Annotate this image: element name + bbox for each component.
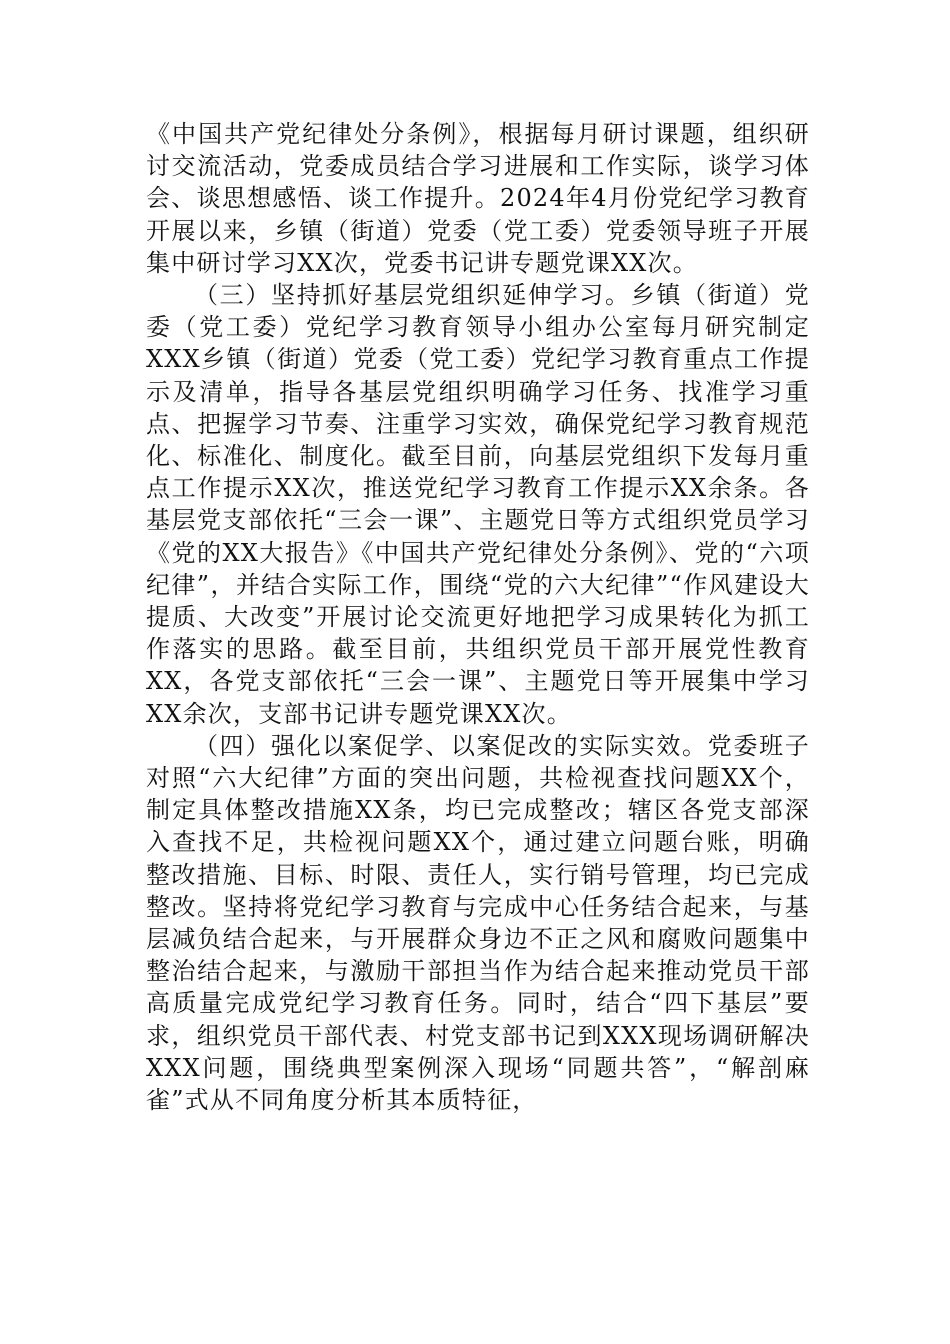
paragraph-section-three: （三）坚持抓好基层党组织延伸学习。乡镇（街道）党委（党工委）党纪学习教育领导小组办公室每月研究制定XXX乡镇（街道）党委（党工委）党纪学习教育重点工作提示及清单，指导各基层党组织明确学习任务、找准学习重点、把握学习节奏、注重学习实效，确保党纪学习教育规范化、标准化、制度化。截至目前，向基层党组织下发每月重点工作提示XX次，推送党纪学习教育工作提示XX余条。各基层党支部依托“三会一课”、主题党日等方式组织党员学习《党的XX大报告》《中国共产党纪律处分条例》、党的“六项纪律”，并结合实际工作，围绕“党的六大纪律”“作风建设大提质、大改变”开展讨论交流更好地把学习成果转化为抓工作落实的思路。截至目前，共组织党员干部开展党性教育XX，各党支部依托“三会一课”、主题党日等开展集中学习XX余次，支部书记讲专题党课XX次。 [146, 281, 810, 728]
paragraph-continuation: 《中国共产党纪律处分条例》，根据每月研讨课题，组织研讨交流活动，党委成员结合学习进展和工作实际，谈学习体会、谈思想感悟、谈工作提升。2024年4月份党纪学习教育开展以来，乡镇（街道）党委（党工委）党委领导班子开展集中研讨学习XX次，党委书记讲专题党课XX次。 [146, 120, 810, 277]
paragraph-section-four: （四）强化以案促学、以案促改的实际实效。党委班子对照“六大纪律”方面的突出问题，共检视查找问题XX个，制定具体整改措施XX条，均已完成整改；辖区各党支部深入查找不足，共检视问题XX个，通过建立问题台账，明确整改措施、目标、时限、责任人，实行销号管理，均已完成整改。坚持将党纪学习教育与完成中心任务结合起来，与基层减负结合起来，与开展群众身边不正之风和腐败问题集中整治结合起来，与激励干部担当作为结合起来推动党员干部高质量完成党纪学习教育任务。同时，结合“四下基层”要求，组织党员干部代表、村党支部书记到XXX现场调研解决XXX问题，围绕典型案例深入现场“同题共答”，“解剖麻雀”式从不同角度分析其本质特征， [146, 731, 810, 1115]
document-page [146, 118, 810, 1116]
